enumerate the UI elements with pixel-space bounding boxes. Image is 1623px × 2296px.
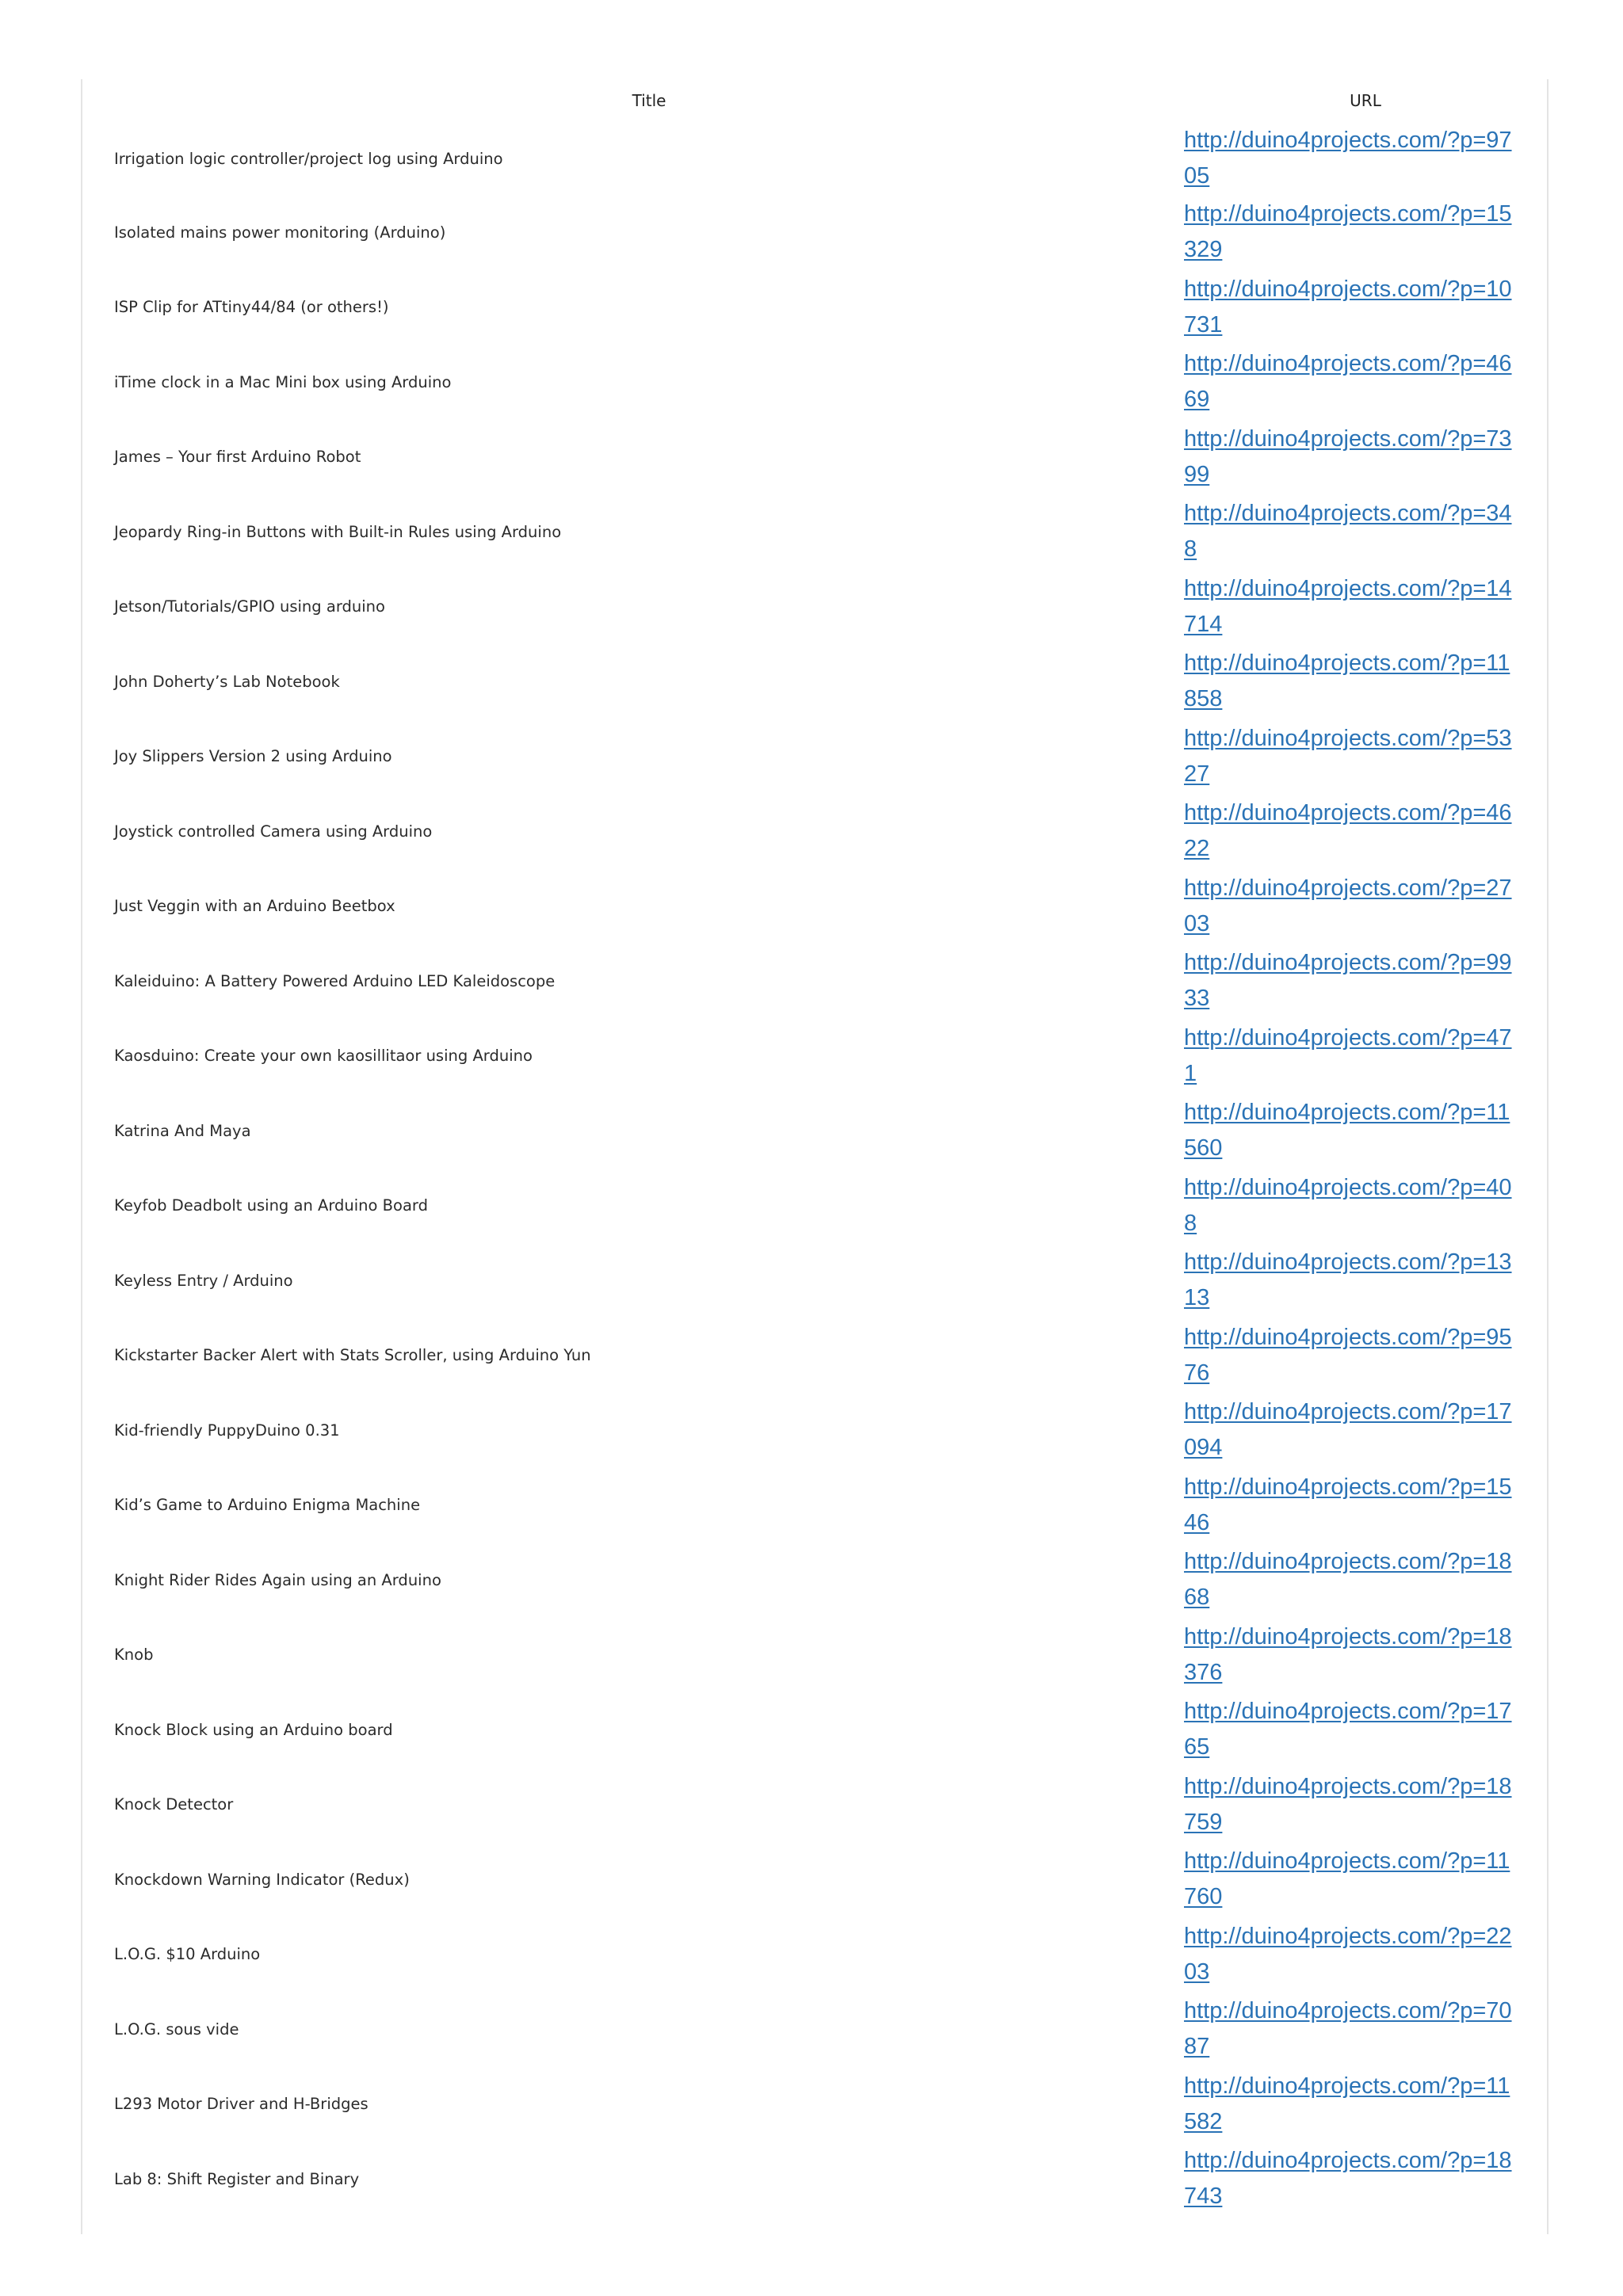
project-title: Kid’s Game to Arduino Enigma Machine <box>114 1496 421 1515</box>
project-url-link[interactable]: http://duino4projects.com/?p=11760 <box>1184 1848 1510 1910</box>
project-url-link[interactable]: http://duino4projects.com/?p=14714 <box>1184 575 1512 637</box>
project-title: Kaosduino: Create your own kaosillitaor using Arduino <box>114 1047 533 1066</box>
project-url-cell <box>1184 1019 1547 1094</box>
table-header <box>82 79 1547 122</box>
project-url-cell <box>1184 1318 1547 1394</box>
project-title: Keyless Entry / Arduino <box>114 1271 293 1290</box>
table-row <box>82 2142 1547 2217</box>
project-url-cell <box>1184 869 1547 944</box>
project-url-link[interactable]: http://duino4projects.com/?p=10731 <box>1184 276 1512 338</box>
project-title: Knob <box>114 1646 154 1665</box>
project-url-link[interactable]: http://duino4projects.com/?p=348 <box>1184 501 1512 563</box>
project-url-link[interactable]: http://duino4projects.com/?p=18759 <box>1184 1773 1512 1835</box>
project-title: Jeopardy Ring-in Buttons with Built-in Rules using Arduino <box>114 522 562 541</box>
project-url-link[interactable]: http://duino4projects.com/?p=2203 <box>1184 1923 1512 1985</box>
table-row <box>82 1243 1547 1318</box>
project-title: Knock Detector <box>114 1795 234 1814</box>
project-url-cell <box>1184 1842 1547 1917</box>
table-row <box>82 195 1547 270</box>
project-url-cell <box>1184 1243 1547 1318</box>
project-url-link[interactable]: http://duino4projects.com/?p=7399 <box>1184 425 1512 487</box>
project-url-link[interactable]: http://duino4projects.com/?p=4622 <box>1184 800 1512 862</box>
project-url-cell <box>1184 1169 1547 1244</box>
project-url-link[interactable]: http://duino4projects.com/?p=1313 <box>1184 1249 1512 1311</box>
project-title: James – Your first Arduino Robot <box>114 448 361 467</box>
table-row <box>82 719 1547 795</box>
project-title: Joy Slippers Version 2 using Arduino <box>114 747 392 766</box>
project-title: Kickstarter Backer Alert with Stats Scroller, using Arduino Yun <box>114 1346 591 1365</box>
project-url-cell <box>1184 2067 1547 2142</box>
project-url-link[interactable]: http://duino4projects.com/?p=9576 <box>1184 1324 1512 1386</box>
project-url-link[interactable]: http://duino4projects.com/?p=5327 <box>1184 725 1512 787</box>
project-title: ISP Clip for ATtiny44/84 (or others!) <box>114 298 389 317</box>
project-url-link[interactable]: http://duino4projects.com/?p=11858 <box>1184 650 1510 712</box>
table-row <box>82 1992 1547 2067</box>
project-url-cell <box>1184 570 1547 645</box>
table-row <box>82 1543 1547 1618</box>
project-url-cell <box>1184 420 1547 495</box>
table-row <box>82 122 1547 195</box>
project-title: John Doherty’s Lab Notebook <box>114 672 340 691</box>
project-url-link[interactable]: http://duino4projects.com/?p=15329 <box>1184 201 1512 263</box>
project-url-cell <box>1184 270 1547 345</box>
project-url-link[interactable]: http://duino4projects.com/?p=18376 <box>1184 1623 1512 1685</box>
header-row <box>82 79 1547 122</box>
project-url-cell <box>1184 1768 1547 1843</box>
table-row <box>82 794 1547 869</box>
project-url-cell <box>1184 1543 1547 1618</box>
project-url-cell <box>1184 195 1547 270</box>
project-url-link[interactable]: http://duino4projects.com/?p=9705 <box>1184 128 1512 189</box>
project-url-link[interactable]: http://duino4projects.com/?p=18743 <box>1184 2148 1512 2210</box>
table-row <box>82 570 1547 645</box>
table-row <box>82 270 1547 345</box>
table-row <box>82 1842 1547 1917</box>
table-row <box>82 644 1547 719</box>
project-title: L293 Motor Driver and H-Bridges <box>114 2095 369 2114</box>
title-column-header: Title <box>632 91 666 110</box>
project-url-link[interactable]: http://duino4projects.com/?p=7087 <box>1184 1998 1512 2060</box>
project-url-link[interactable]: http://duino4projects.com/?p=1868 <box>1184 1549 1512 1611</box>
table-row <box>82 420 1547 495</box>
project-url-link[interactable]: http://duino4projects.com/?p=11582 <box>1184 2073 1510 2134</box>
table-row <box>82 944 1547 1019</box>
project-url-cell <box>1184 944 1547 1019</box>
project-url-cell <box>1184 1393 1547 1468</box>
table-row <box>82 869 1547 944</box>
project-title: Joystick controlled Camera using Arduino <box>114 822 433 841</box>
project-url-cell <box>1184 122 1547 195</box>
content-frame <box>81 79 1549 2234</box>
project-title: Knockdown Warning Indicator (Redux) <box>114 1870 410 1889</box>
project-url-cell <box>1184 719 1547 795</box>
table-row <box>82 2067 1547 2142</box>
project-title: Kid-friendly PuppyDuino 0.31 <box>114 1421 340 1440</box>
project-url-link[interactable]: http://duino4projects.com/?p=11560 <box>1184 1100 1510 1161</box>
project-url-cell <box>1184 794 1547 869</box>
project-title: L.O.G. $10 Arduino <box>114 1945 261 1964</box>
table-row <box>82 1618 1547 1693</box>
project-title: Irrigation logic controller/project log using Arduino <box>114 149 503 168</box>
project-url-cell <box>1184 345 1547 420</box>
project-title: Jetson/Tutorials/GPIO using arduino <box>114 597 385 616</box>
project-url-cell <box>1184 1468 1547 1543</box>
project-title: Keyfob Deadbolt using an Arduino Board <box>114 1196 428 1215</box>
project-title: Knock Block using an Arduino board <box>114 1720 393 1739</box>
table-row <box>82 1169 1547 1244</box>
table-row <box>82 1692 1547 1768</box>
project-title: Knight Rider Rides Again using an Arduino <box>114 1570 441 1589</box>
table-row <box>82 494 1547 570</box>
project-title: Katrina And Maya <box>114 1121 251 1140</box>
project-url-link[interactable]: http://duino4projects.com/?p=2703 <box>1184 875 1512 936</box>
table-row <box>82 345 1547 420</box>
project-url-link[interactable]: http://duino4projects.com/?p=471 <box>1184 1024 1512 1086</box>
project-url-cell <box>1184 2142 1547 2217</box>
project-title: Lab 8: Shift Register and Binary <box>114 2169 360 2188</box>
table-row <box>82 1468 1547 1543</box>
table-row <box>82 1093 1547 1169</box>
table-row <box>82 1318 1547 1394</box>
table-body <box>82 122 1547 2217</box>
url-column-header: URL <box>1350 91 1381 110</box>
project-url-link[interactable]: http://duino4projects.com/?p=4669 <box>1184 351 1512 413</box>
project-title: Just Veggin with an Arduino Beetbox <box>114 897 395 916</box>
project-url-link[interactable]: http://duino4projects.com/?p=408 <box>1184 1174 1512 1236</box>
project-url-cell <box>1184 644 1547 719</box>
project-url-link[interactable]: http://duino4projects.com/?p=1546 <box>1184 1474 1512 1535</box>
table-row <box>82 1768 1547 1843</box>
project-url-cell <box>1184 494 1547 570</box>
table-row <box>82 1917 1547 1993</box>
project-title: L.O.G. sous vide <box>114 2019 239 2039</box>
project-url-cell <box>1184 1093 1547 1169</box>
projects-table <box>82 79 1547 2217</box>
project-url-link[interactable]: http://duino4projects.com/?p=9933 <box>1184 950 1512 1012</box>
project-title: iTime clock in a Mac Mini box using Arduino <box>114 372 452 391</box>
project-url-cell <box>1184 1992 1547 2067</box>
table-row <box>82 1019 1547 1094</box>
project-url-cell <box>1184 1692 1547 1768</box>
project-title: Isolated mains power monitoring (Arduino) <box>114 223 446 242</box>
project-url-cell <box>1184 1618 1547 1693</box>
table-row <box>82 1393 1547 1468</box>
project-url-link[interactable]: http://duino4projects.com/?p=17094 <box>1184 1399 1512 1461</box>
project-url-link[interactable]: http://duino4projects.com/?p=1765 <box>1184 1699 1512 1760</box>
project-url-cell <box>1184 1917 1547 1993</box>
project-title: Kaleiduino: A Battery Powered Arduino LED Kaleidoscope <box>114 971 556 990</box>
